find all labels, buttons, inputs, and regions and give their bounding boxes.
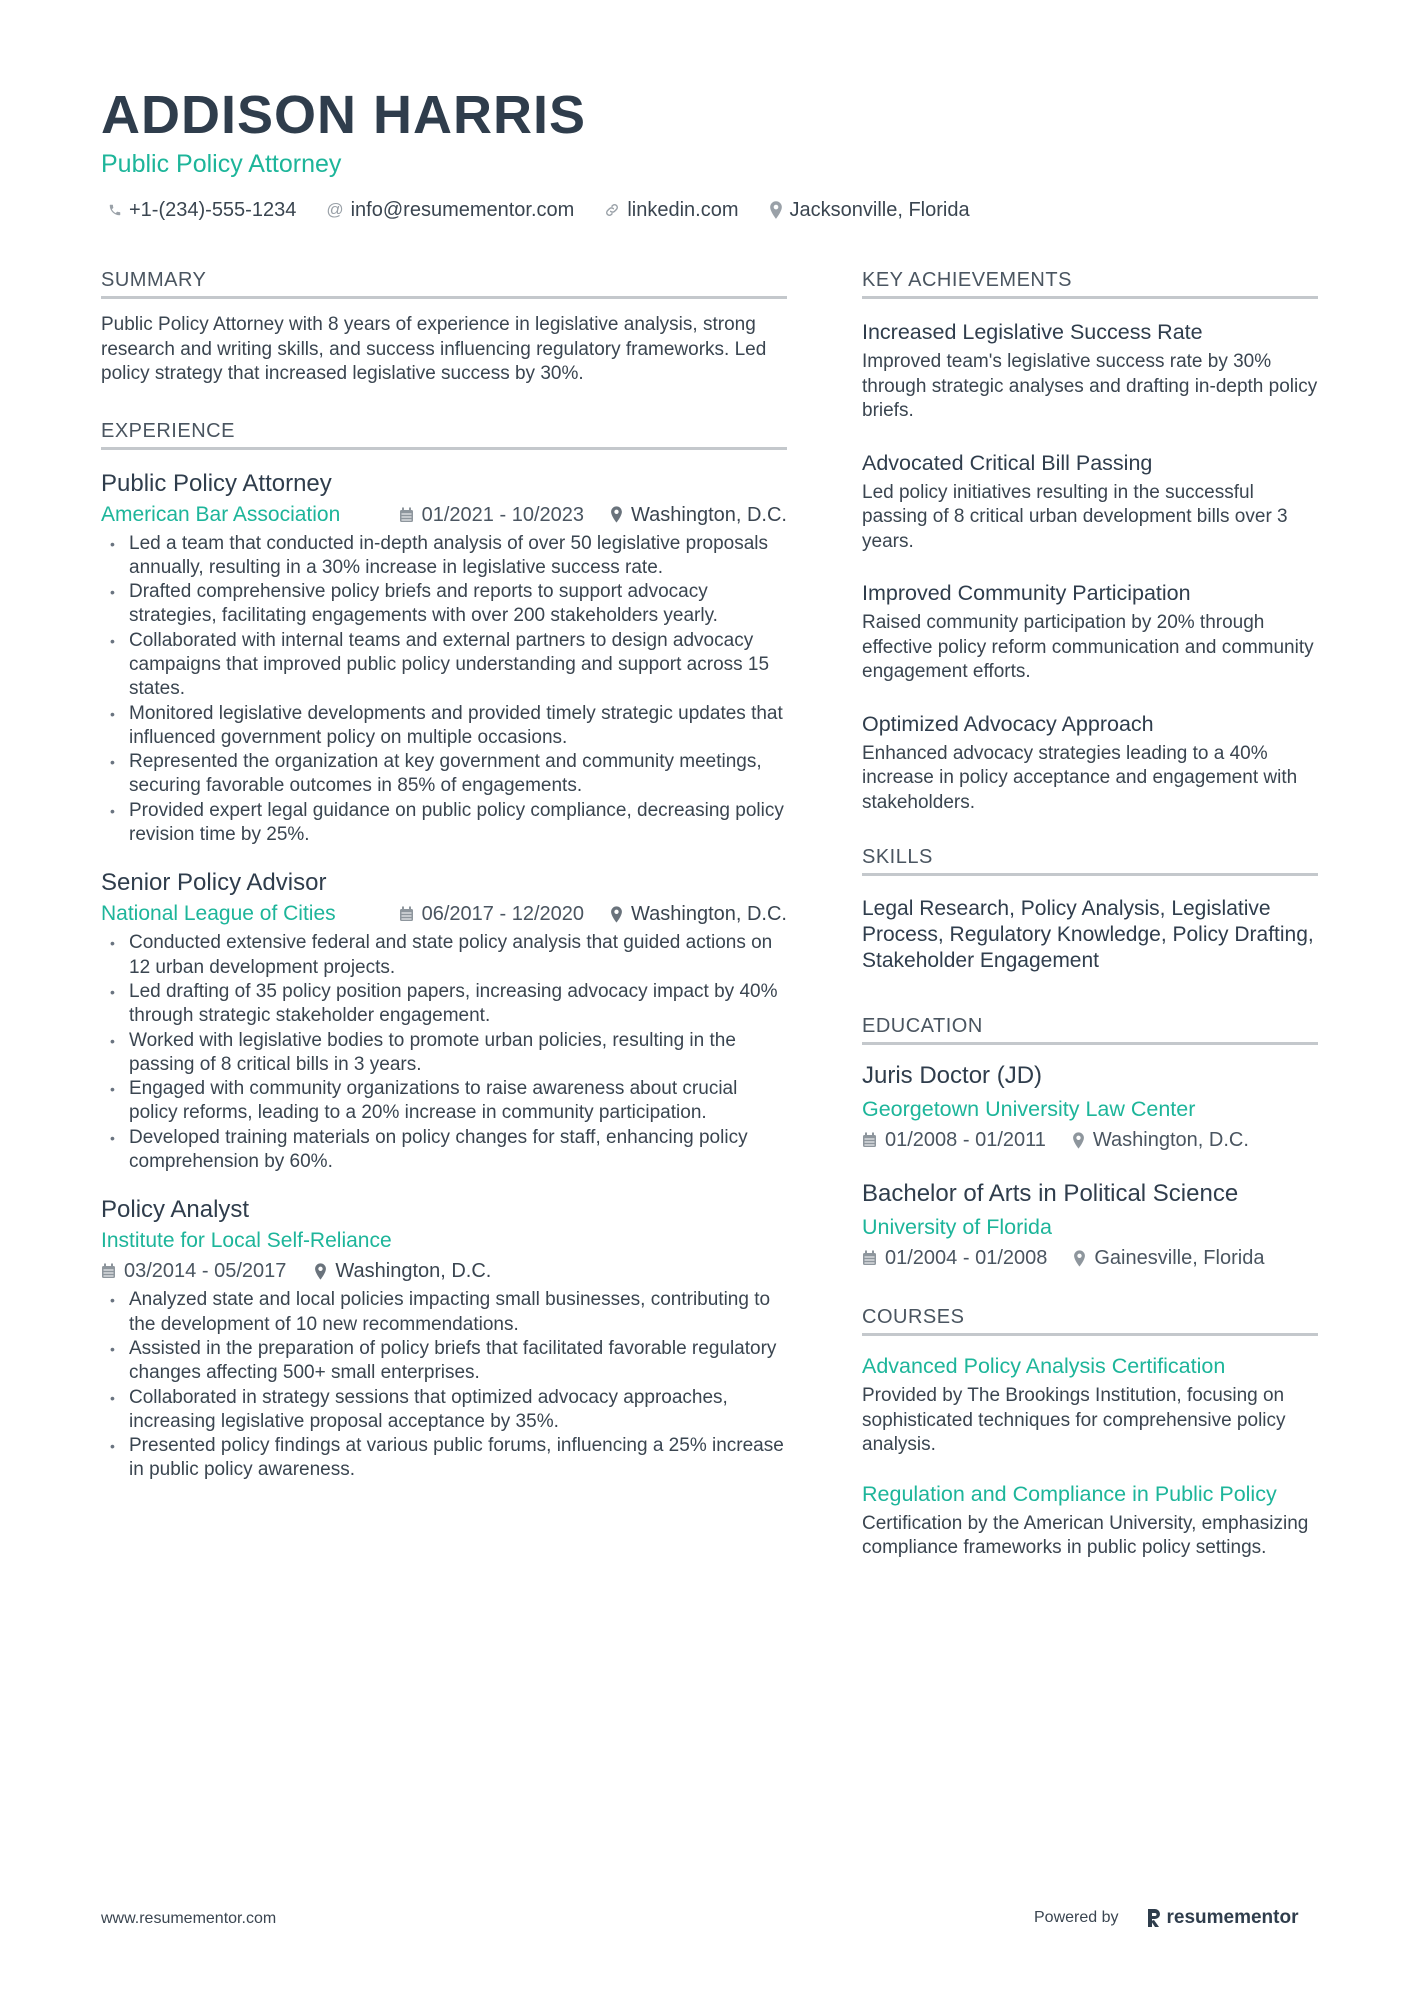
edu-dates — [862, 1243, 1047, 1273]
skills-section — [862, 845, 1318, 974]
job-meta — [101, 500, 787, 530]
skills-text: Legal Research, Policy Analysis, Legislative Process, Regulatory Knowledge, Policy Drafting, Stakeholder Engagement — [862, 897, 1314, 972]
bullet-item: • Monitored legislative developments and provided timely strategic updates that influenced government policy on multiple occasions. — [101, 702, 787, 751]
section-heading: KEY ACHIEVEMENTS — [862, 268, 1318, 299]
education-item — [862, 1059, 1318, 1155]
section-heading: EDUCATION — [862, 1014, 1318, 1045]
course-title: Advanced Policy Analysis Certification — [862, 1354, 1226, 1378]
achievement-title: Improved Community Participation — [862, 581, 1191, 605]
contact-location — [769, 197, 970, 223]
candidate-name: ADDISON HARRIS — [101, 85, 587, 145]
bullet-item: • Developed training materials on policy changes for staff, enhancing policy comprehension by 60%. — [101, 1126, 787, 1175]
bullet-item: • Represented the organization at key government and community meetings, securing favorable outcomes in 85% of engagements. — [101, 750, 787, 799]
candidate-title: Public Policy Attorney — [101, 150, 342, 178]
edu-school: Georgetown University Law Center — [862, 1097, 1196, 1121]
location-pin-icon — [610, 906, 623, 923]
brand-text: resumementor — [1166, 1907, 1299, 1928]
job-entry — [101, 867, 787, 1174]
job-bullets — [101, 931, 787, 1174]
location-pin-icon — [1072, 1132, 1085, 1149]
location-pin-icon — [314, 1263, 327, 1280]
edu-meta — [862, 1243, 1318, 1273]
job-location-text: Washington, D.C. — [631, 503, 787, 526]
company-name: National League of Cities — [101, 902, 336, 926]
company-name: American Bar Association — [101, 502, 341, 526]
achievement-item — [862, 578, 1318, 685]
job-location — [610, 500, 787, 530]
calendar-icon — [399, 507, 414, 523]
edu-location-text: Washington, D.C. — [1092, 1129, 1249, 1151]
edu-location — [1072, 1125, 1249, 1155]
achievement-item — [862, 448, 1318, 555]
achievement-title: Optimized Advocacy Approach — [862, 711, 1154, 736]
edu-degree: Juris Doctor (JD) — [862, 1062, 1043, 1089]
job-meta — [101, 1256, 787, 1286]
job-meta — [101, 899, 787, 929]
course-item — [862, 1350, 1318, 1458]
location-text: Jacksonville, Florida — [789, 199, 970, 221]
bullet-item: • Presented policy findings at various public forums, influencing a 25% increase in public policy awareness. — [101, 1434, 787, 1483]
bullet-item: • Drafted comprehensive policy briefs and reports to support advocacy strategies, facilitating engagements with over 200 stakeholders yearly. — [101, 580, 787, 629]
job-entry — [101, 468, 787, 848]
linkedin-text[interactable]: linkedin.com — [627, 199, 739, 221]
bullet-item: • Collaborated in strategy sessions that optimized advocacy approaches, increasing legislative proposal acceptance by 35%. — [101, 1386, 787, 1435]
experience-section — [101, 419, 787, 1483]
location-pin-icon — [1073, 1250, 1086, 1267]
course-title: Regulation and Compliance in Public Policy — [862, 1481, 1277, 1506]
achievement-desc: Led policy initiatives resulting in the successful passing of 8 critical urban development bills over 3 years. — [862, 481, 1288, 552]
bullet-item: • Collaborated with internal teams and external partners to design advocacy campaigns that improved public policy understanding and support across 15 states. — [101, 629, 787, 702]
job-location-text: Washington, D.C. — [631, 903, 787, 926]
achievement-item — [862, 709, 1318, 816]
contact-linkedin[interactable] — [604, 197, 738, 223]
link-icon — [604, 202, 620, 218]
edu-dates-text: 01/2004 - 01/2008 — [885, 1247, 1048, 1269]
section-heading: SKILLS — [862, 845, 1318, 876]
company-name: Institute for Local Self-Reliance — [101, 1229, 392, 1253]
education-item — [862, 1177, 1318, 1273]
bullet-item: • Worked with legislative bodies to promote urban policies, resulting in the passing of 8 critical bills in 3 years. — [101, 1029, 787, 1078]
job-dates-text: 01/2021 - 10/2023 — [421, 503, 584, 526]
left-column — [101, 268, 787, 1503]
bullet-item: • Analyzed state and local policies impacting small businesses, contributing to the development of 10 new recommendations. — [101, 1288, 787, 1337]
powered-by — [1034, 1907, 1299, 1929]
section-heading: COURSES — [862, 1305, 1318, 1336]
footer-url[interactable]: www.resumementor.com — [101, 1910, 277, 1927]
job-location — [314, 1256, 491, 1286]
phone-icon — [108, 203, 122, 217]
job-dates-text: 03/2014 - 05/2017 — [124, 1260, 287, 1283]
achievement-item — [862, 317, 1318, 424]
achievement-title: Increased Legislative Success Rate — [862, 320, 1203, 344]
achievement-title: Advocated Critical Bill Passing — [862, 450, 1153, 475]
bullet-item: • Conducted extensive federal and state policy analysis that guided actions on 12 urban development projects. — [101, 931, 787, 980]
job-bullets — [101, 1288, 787, 1482]
calendar-icon — [862, 1132, 877, 1148]
job-title: Public Policy Attorney — [101, 469, 332, 497]
edu-dates-text: 01/2008 - 01/2011 — [885, 1129, 1046, 1151]
bullet-item: • Led drafting of 35 policy position papers, increasing advocacy impact by 40% through strategic stakeholder engagement. — [101, 980, 787, 1029]
job-location-text: Washington, D.C. — [335, 1260, 492, 1283]
bullet-item: • Provided expert legal guidance on public policy compliance, decreasing policy revision time by 25%. — [101, 799, 787, 848]
location-pin-icon — [769, 201, 783, 219]
job-entry — [101, 1194, 787, 1482]
achievement-desc: Raised community participation by 20% through effective policy reform communication and community engagement efforts. — [862, 612, 1314, 682]
edu-degree: Bachelor of Arts in Political Science — [862, 1180, 1239, 1207]
job-dates — [399, 500, 584, 530]
course-item — [862, 1478, 1318, 1561]
resumementor-logo-icon — [1147, 1908, 1161, 1928]
brand-logo[interactable] — [1147, 1907, 1299, 1929]
edu-dates — [862, 1125, 1046, 1155]
contact-email[interactable] — [326, 197, 574, 223]
achievements-section — [862, 268, 1318, 815]
at-icon: @ — [326, 200, 344, 219]
summary-section — [101, 268, 787, 387]
calendar-icon — [399, 906, 414, 922]
calendar-icon — [101, 1263, 116, 1279]
contact-bar — [108, 197, 970, 223]
job-dates — [399, 899, 584, 929]
job-dates — [101, 1256, 286, 1286]
courses-section — [862, 1305, 1318, 1561]
edu-location-text: Gainesville, Florida — [1094, 1247, 1265, 1269]
contact-phone — [108, 197, 296, 223]
powered-by-label: Powered by — [1034, 1909, 1119, 1926]
section-heading: EXPERIENCE — [101, 419, 787, 450]
achievement-desc: Improved team's legislative success rate by 30% through strategic analyses and drafting in-depth policy briefs. — [862, 351, 1318, 421]
section-heading: SUMMARY — [101, 268, 787, 299]
job-title: Senior Policy Advisor — [101, 869, 327, 897]
course-desc: Provided by The Brookings Institution, focusing on sophisticated techniques for comprehensive policy analysis. — [862, 1385, 1286, 1455]
bullet-item: • Engaged with community organizations to raise awareness about crucial policy reforms, leading to a 20% increase in community participation. — [101, 1077, 787, 1126]
summary-text: Public Policy Attorney with 8 years of experience in legislative analysis, strong research and writing skills, and success influencing regulatory frameworks. Led policy strategy that increased legislative success by 30%. — [101, 314, 767, 384]
course-desc: Certification by the American University, emphasizing compliance frameworks in public policy settings. — [862, 1512, 1309, 1558]
location-pin-icon — [610, 506, 623, 523]
job-location — [610, 899, 787, 929]
achievement-desc: Enhanced advocacy strategies leading to a 40% increase in policy acceptance and engagement with stakeholders. — [862, 742, 1298, 813]
job-dates-text: 06/2017 - 12/2020 — [421, 903, 584, 926]
calendar-icon — [862, 1250, 877, 1266]
job-title: Policy Analyst — [101, 1196, 250, 1224]
right-column — [862, 268, 1318, 1597]
edu-location — [1073, 1243, 1264, 1273]
education-section — [862, 1014, 1318, 1273]
edu-meta — [862, 1125, 1318, 1155]
phone-text: +1-(234)-555-1234 — [129, 199, 297, 221]
email-text[interactable]: info@resumementor.com — [350, 199, 575, 221]
job-bullets — [101, 532, 787, 848]
edu-school: University of Florida — [862, 1215, 1052, 1239]
bullet-item: • Assisted in the preparation of policy briefs that facilitated favorable regulatory changes affecting 500+ small enterprises. — [101, 1337, 787, 1386]
bullet-item: • Led a team that conducted in-depth analysis of over 50 legislative proposals annually, resulting in a 30% increase in legislative success rate. — [101, 532, 787, 581]
